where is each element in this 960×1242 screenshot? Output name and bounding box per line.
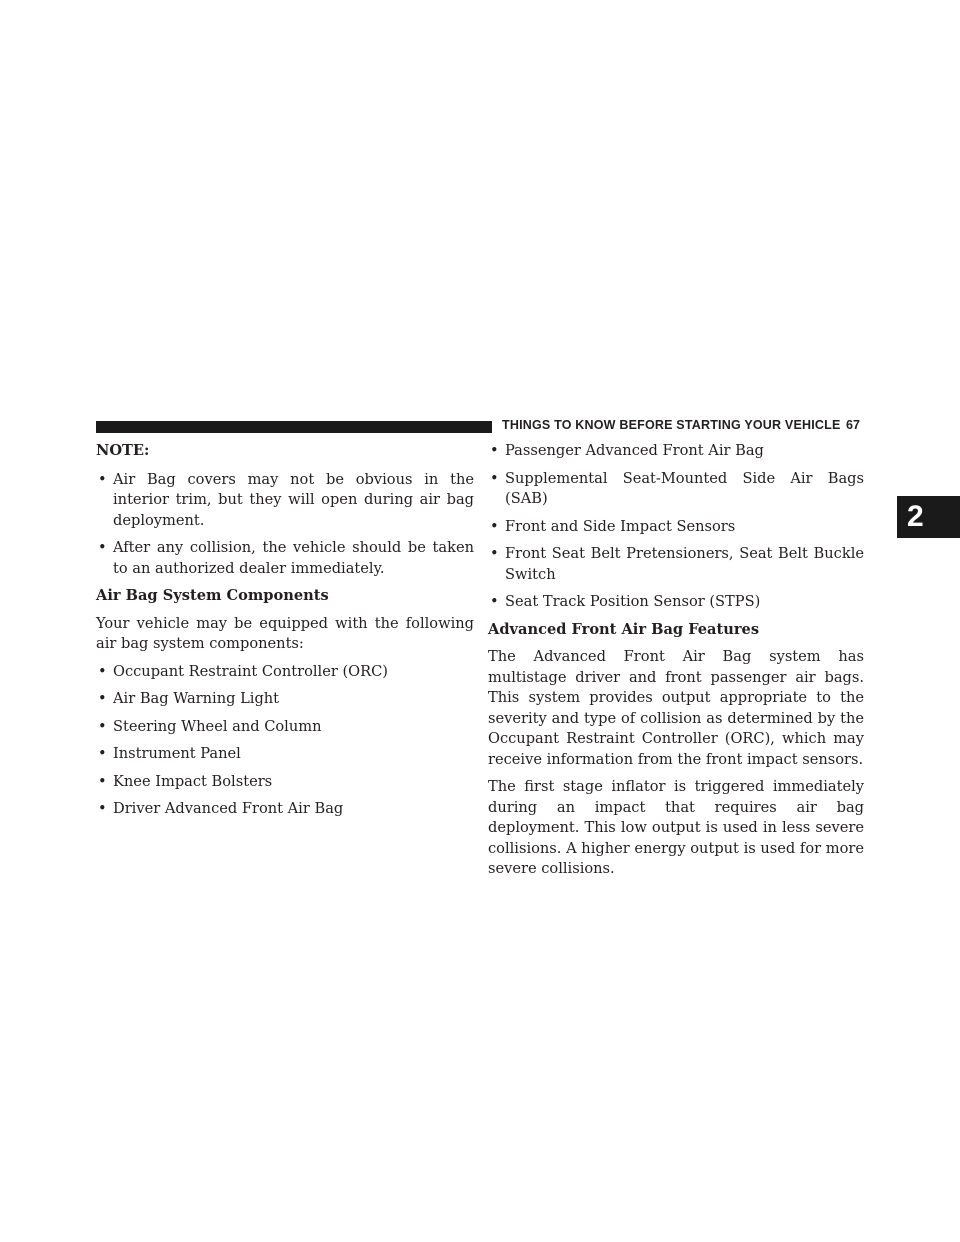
list-item xyxy=(488,544,864,585)
page-number: 67 xyxy=(846,418,860,432)
list-item-text: Air Bag covers may not be obvious in the interior trim, but they will open during air bag deployment. xyxy=(113,470,474,529)
bullet-icon: • xyxy=(98,772,107,790)
list-item-text: Instrument Panel xyxy=(113,745,241,762)
bullet-icon: • xyxy=(490,517,499,535)
list-item xyxy=(96,689,474,710)
bullet-icon: • xyxy=(490,442,499,459)
list-item-text: Knee Impact Bolsters xyxy=(113,772,273,790)
list-item xyxy=(96,470,474,532)
chapter-tab: 2 xyxy=(897,496,960,538)
list-item xyxy=(96,662,474,683)
bullet-icon: • xyxy=(98,470,107,488)
list-item-text: Air Bag Warning Light xyxy=(113,690,280,707)
list-item xyxy=(488,469,864,510)
bullet-icon: • xyxy=(490,593,499,610)
section-heading: Advanced Front Air Bag Features xyxy=(488,620,760,638)
list-item-text: Steering Wheel and Column xyxy=(113,717,322,735)
bullet-icon: • xyxy=(98,717,107,735)
left-column xyxy=(96,441,474,827)
list-item-text: Seat Track Position Sensor (STPS) xyxy=(505,593,761,610)
list-item-text: Occupant Restraint Controller (ORC) xyxy=(113,662,388,680)
list-item-text: After any collision, the vehicle should be taken to an authorized dealer immediately. xyxy=(113,539,474,577)
list-item xyxy=(96,772,474,793)
bullet-icon: • xyxy=(490,469,499,487)
header-rule-bar xyxy=(96,421,492,433)
note-bullet-list xyxy=(96,470,474,580)
body-paragraph: The first stage inflator is triggered immediately during an impact that requires air bag deployment. This low output is used in less severe collisions. A higher energy output is used for more severe collisions. xyxy=(488,778,864,877)
bullet-icon: • xyxy=(98,690,107,707)
intro-paragraph: Your vehicle may be equipped with the following air bag system components: xyxy=(96,614,474,652)
bullet-icon: • xyxy=(98,539,107,556)
component-bullet-list xyxy=(96,662,474,820)
running-header-title: THINGS TO KNOW BEFORE STARTING YOUR VEHICLE xyxy=(502,418,841,432)
component-bullet-list-continued xyxy=(488,441,864,613)
list-item xyxy=(488,441,864,462)
list-item xyxy=(488,592,864,613)
list-item xyxy=(96,538,474,579)
right-column xyxy=(488,441,864,887)
list-item-text: Front Seat Belt Pretensioners, Seat Belt Buckle Switch xyxy=(505,545,864,583)
bullet-icon: • xyxy=(98,745,107,762)
bullet-icon: • xyxy=(490,545,499,562)
list-item-text: Front and Side Impact Sensors xyxy=(505,517,736,535)
list-item-text: Passenger Advanced Front Air Bag xyxy=(505,442,764,459)
list-item xyxy=(96,799,474,820)
list-item-text: Driver Advanced Front Air Bag xyxy=(113,800,344,817)
body-paragraph: The Advanced Front Air Bag system has multistage driver and front passenger air bags. This system provides output appropriate to the severity and type of collision as determined by the Occupant Restraint Controller (ORC), which may receive information from the front impact sensors. xyxy=(488,648,864,768)
section-heading: Air Bag System Components xyxy=(96,587,329,604)
list-item-text: Supplemental Seat-Mounted Side Air Bags (SAB) xyxy=(505,469,864,507)
bullet-icon: • xyxy=(98,662,107,680)
list-item xyxy=(96,744,474,765)
note-heading: NOTE: xyxy=(96,442,150,459)
list-item xyxy=(488,517,864,538)
list-item xyxy=(96,717,474,738)
bullet-icon: • xyxy=(98,800,107,817)
